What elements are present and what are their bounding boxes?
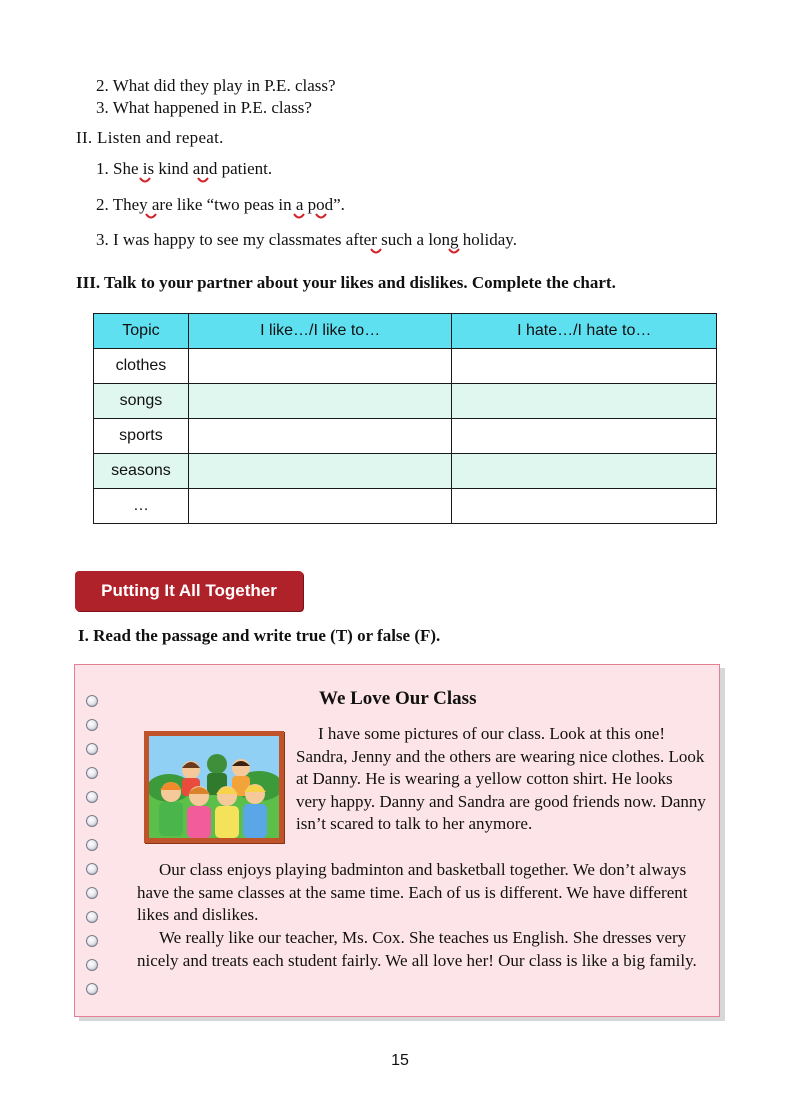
hate-answer-cell[interactable] [452,489,717,524]
hate-answer-cell[interactable] [452,349,717,384]
notebook-ring-icon [86,839,98,851]
linking-mark [448,248,460,256]
notebook-ring-icon [86,743,98,755]
notebook-ring-icon [86,815,98,827]
table-row [94,419,717,454]
topic-cell: seasons [94,454,189,489]
table-row [94,454,717,489]
question-2: 2. What did they play in P.E. class? [96,76,336,95]
passage-paragraph-2: Our class enjoys playing badminton and basketball together. We don’t always have the same classes at the same time. Each of us is different. We have different likes and dislikes. [137,860,688,925]
header-like: I like…/I like to… [188,314,452,349]
passage-paragraph-3: We really like our teacher, Ms. Cox. She teaches us English. She dresses very nicely and treats each student fairly. We all love her! Our class is like a big family. [137,928,697,970]
table-row [94,349,717,384]
section-3-heading: III. Talk to your partner about your likes and dislikes. Complete the chart. [76,273,616,292]
repeat-item-3: 3. I was happy to see my classmates after such a long holiday. [96,230,517,249]
linking-mark [139,177,151,185]
hate-answer-cell[interactable] [452,384,717,419]
topic-cell: clothes [94,349,189,384]
table-row [94,489,717,524]
like-answer-cell[interactable] [188,349,452,384]
header-hate: I hate…/I hate to… [452,314,717,349]
like-answer-cell[interactable] [188,419,452,454]
like-answer-cell[interactable] [188,384,452,419]
passage-paragraph-1: I have some pictures of our class. Look at this one! Sandra, Jenny and the others are wearing nice clothes. Look at Danny. He is wearing a yellow cotton shirt. He looks very happy. Danny and Sandra are good friends now. Danny isn’t scared to talk to her anymore. [296,724,706,834]
linking-mark [315,213,327,221]
notebook-ring-icon [86,791,98,803]
notebook-ring-icon [86,719,98,731]
notebook-ring-icon [86,983,98,995]
class-photo-image [144,731,284,843]
likes-dislikes-chart [93,313,717,524]
table-row [94,384,717,419]
notebook-ring-icon [86,767,98,779]
hate-answer-cell[interactable] [452,419,717,454]
notebook-ring-icon [86,863,98,875]
notebook-ring-icon [86,959,98,971]
notebook-ring-icon [86,935,98,947]
header-topic: Topic [94,314,189,349]
linking-mark [197,177,209,185]
repeat-item-2: 2. They are like “two peas in a pod”. [96,195,345,214]
topic-cell: … [94,489,189,524]
topic-cell: songs [94,384,189,419]
like-answer-cell[interactable] [188,454,452,489]
like-answer-cell[interactable] [188,489,452,524]
class-photo-illustration [149,736,279,838]
repeat-item-1: 1. She is kind and patient. [96,159,273,178]
chart-header-row [94,314,717,349]
linking-mark [370,248,382,256]
task-heading: I. Read the passage and write true (T) or false (F). [78,626,441,645]
notebook-ring-icon [86,911,98,923]
notebook-ring-icon [86,887,98,899]
linking-mark [145,213,157,221]
notebook-ring-icon [86,695,98,707]
page-number: 15 [391,1052,409,1069]
linking-mark [293,213,305,221]
section-2-heading: II. Listen and repeat. [76,128,224,147]
question-3: 3. What happened in P.E. class? [96,98,312,117]
hate-answer-cell[interactable] [452,454,717,489]
topic-cell: sports [94,419,189,454]
passage-title: We Love Our Class [319,688,477,709]
putting-it-all-together-label: Putting It All Together [75,571,303,611]
